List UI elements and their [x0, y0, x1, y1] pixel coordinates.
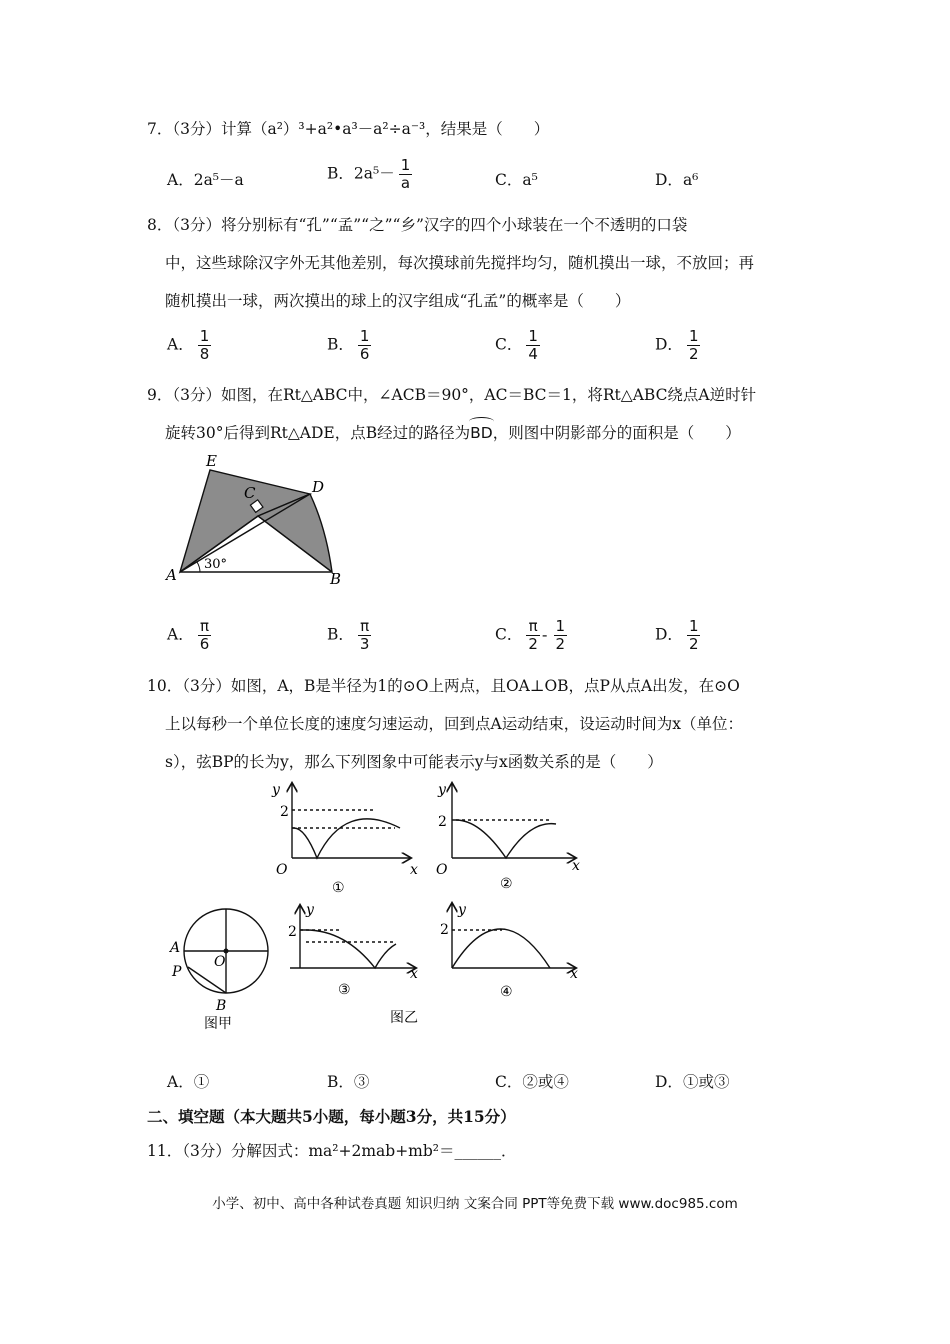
- g3-caption: ③: [338, 982, 351, 998]
- center-point: [224, 949, 229, 954]
- caption-yi: 图乙: [390, 1010, 418, 1026]
- q10-option-c[interactable]: C．②或④: [495, 1073, 569, 1091]
- g4-two-label: 2: [440, 922, 449, 938]
- q10-option-a[interactable]: A．①: [167, 1073, 210, 1091]
- caption-jia: 图甲: [204, 1016, 232, 1032]
- g1-x-label: x: [410, 862, 418, 878]
- label-a: A: [166, 566, 177, 584]
- q9-option-a[interactable]: A． $\frac{\pi}{6}$: [167, 617, 210, 653]
- q9-line2: 旋转30°后得到Rt△ADE，点B经过的路径为BD，则图中阴影部分的面积是（ ）: [165, 424, 741, 442]
- circle-label-a: A: [170, 940, 181, 956]
- q7-option-a[interactable]: A．2a⁵－a: [167, 171, 244, 189]
- circle-label-o: O: [214, 954, 226, 970]
- q8-line2: 中，这些球除汉字外无其他差别，每次摸球前先搅拌均匀，随机摸出一球，不放回；再: [165, 254, 755, 272]
- q10-option-b[interactable]: B．③: [327, 1073, 370, 1091]
- q10-graphs-figure: [160, 780, 600, 1040]
- q9-option-d[interactable]: D． $\frac{1}{2}$: [655, 617, 699, 653]
- section-heading: 二、填空题（本大题共5小题，每小题3分，共15分）: [147, 1107, 516, 1126]
- q8-line3: 随机摸出一球，两次摸出的球上的汉字组成“孔孟”的概率是（ ）: [165, 292, 631, 310]
- q9-line1: 9．（3分）如图，在Rt△ABC中，∠ACB＝90°，AC＝BC＝1，将Rt△ABC绕点A逆时针: [147, 386, 757, 404]
- circle-label-p: P: [172, 964, 182, 980]
- q9-option-c[interactable]: C． $\frac{\pi}{2}$ - $\frac{1}{2}$: [495, 617, 566, 653]
- g1-caption: ①: [332, 880, 345, 896]
- graph-4: [452, 904, 575, 968]
- label-c: C: [244, 484, 256, 502]
- q7-option-b[interactable]: B．2a⁵－ $\frac{1}{a}$: [327, 156, 411, 192]
- label-angle: 30°: [204, 557, 228, 572]
- label-d: D: [312, 478, 325, 496]
- q9-rotation-figure: [160, 448, 360, 588]
- q9-option-b[interactable]: B． $\frac{\pi}{3}$: [327, 617, 370, 653]
- footer-text: 小学、初中、高中各种试卷真题 知识归纳 文案合同 PPT等免费下载 www.doc985.com: [212, 1196, 738, 1212]
- q8-option-a[interactable]: A． $\frac{1}{8}$: [167, 327, 210, 363]
- q7-text: 7．（3分）计算（a²）³+a²•a³－a²÷a⁻³，结果是（ ）: [147, 120, 550, 138]
- graph-2: [452, 784, 575, 858]
- g1-y-label: y: [272, 782, 280, 798]
- g1-two-label: 2: [280, 804, 289, 820]
- g3-x-label: x: [410, 966, 418, 982]
- g4-y-label: y: [458, 902, 466, 918]
- g2-caption: ②: [500, 876, 513, 892]
- q10-line2: 上以每秒一个单位长度的速度匀速运动，回到点A运动结束，设运动时间为x（单位：: [165, 715, 743, 733]
- g2-y-label: y: [438, 782, 446, 798]
- angle-arc-mark: [197, 562, 200, 572]
- q7-option-c[interactable]: C．a⁵: [495, 171, 538, 189]
- q10-line3: s），弦BP的长为y，那么下列图象中可能表示y与x函数关系的是（ ）: [165, 753, 663, 771]
- q8-option-d[interactable]: D． $\frac{1}{2}$: [655, 327, 699, 363]
- q7-option-d[interactable]: D．a⁶: [655, 171, 699, 189]
- circle-label-b: B: [216, 998, 227, 1014]
- g2-o-label: O: [436, 862, 448, 878]
- g1-o-label: O: [276, 862, 288, 878]
- g2-two-label: 2: [438, 814, 447, 830]
- graph-1: [292, 784, 410, 858]
- q10-option-d[interactable]: D．①或③: [655, 1073, 730, 1091]
- q8-option-b[interactable]: B． $\frac{1}{6}$: [327, 327, 370, 363]
- g2-x-label: x: [572, 858, 580, 874]
- q10-line1: 10．（3分）如图，A，B是半径为1的⊙O上两点，且OA⊥OB，点P从点A出发，在⊙O: [147, 677, 740, 695]
- g3-y-label: y: [306, 902, 314, 918]
- q11-text: 11．（3分）分解因式：ma²+2mab+mb²＝______．: [147, 1142, 517, 1160]
- arc-bd: BD: [470, 424, 493, 442]
- label-b: B: [330, 570, 342, 588]
- q8-line1: 8．（3分）将分别标有“孔”“孟”“之”“乡”汉字的四个小球装在一个不透明的口袋: [147, 216, 688, 234]
- g4-x-label: x: [570, 966, 578, 982]
- label-e: E: [206, 452, 217, 470]
- g4-caption: ④: [500, 984, 513, 1000]
- g3-two-label: 2: [288, 924, 297, 940]
- q8-option-c[interactable]: C． $\frac{1}{4}$: [495, 327, 538, 363]
